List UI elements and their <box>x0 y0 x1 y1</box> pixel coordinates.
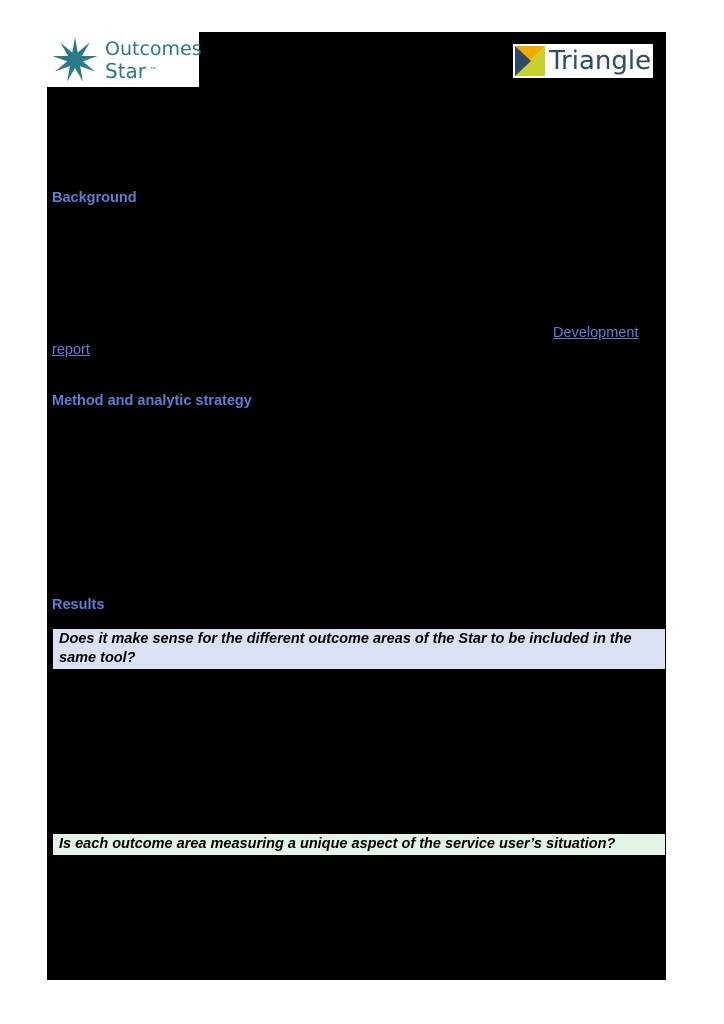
logo-text-triangle: Triangle <box>549 46 652 76</box>
trademark-mark: ™ <box>150 67 156 73</box>
question-box-1 <box>53 629 665 669</box>
heading-method: Method and analytic strategy <box>52 393 252 409</box>
logo-text-outcomes: Outcomes <box>105 38 202 60</box>
link-report[interactable]: report <box>52 342 90 358</box>
logo-text-star: Star <box>105 59 147 83</box>
triangle-logo <box>513 44 653 78</box>
heading-results: Results <box>52 597 105 613</box>
question-2-text: Is each outcome area measuring a unique aspect of the service user’s situation? <box>59 836 616 852</box>
triangle-icon <box>515 46 547 76</box>
heading-background: Background <box>52 190 137 206</box>
outcomes-star-logo <box>47 32 202 87</box>
question-1-text: Does it make sense for the different outcome areas of the Star to be included in the same tool? <box>59 631 632 666</box>
link-development[interactable]: Development <box>553 325 639 341</box>
question-box-2 <box>53 834 665 855</box>
star-icon <box>50 36 100 84</box>
